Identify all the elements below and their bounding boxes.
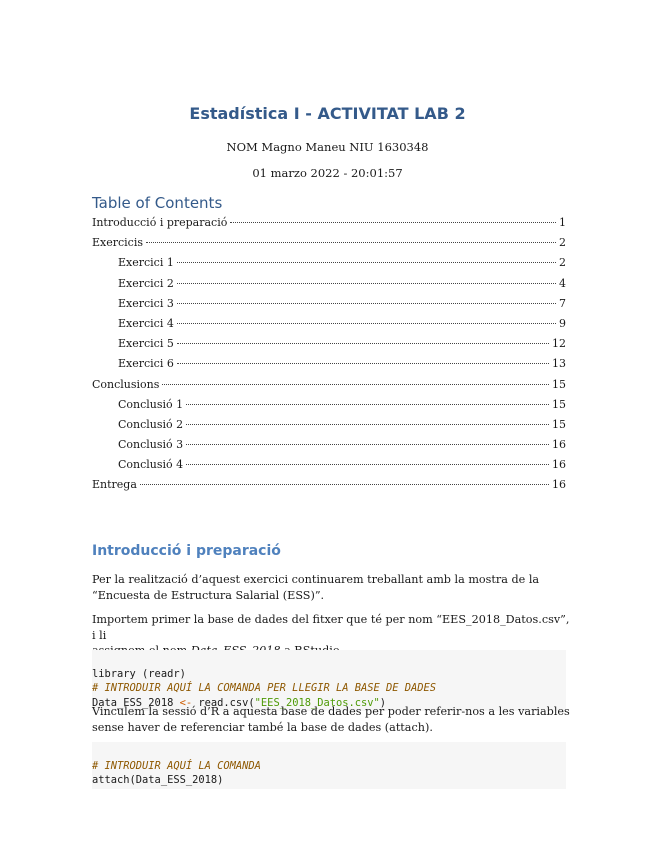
code-operator: <- <box>179 696 193 709</box>
toc-leader-dots <box>177 363 549 364</box>
paragraph-line: sense haver de referenciar també la base de dades (attach). <box>92 720 433 734</box>
toc-leader-dots <box>146 242 556 243</box>
toc-leader-dots <box>186 424 549 425</box>
code-block-read <box>92 650 566 711</box>
toc-item[interactable] <box>92 337 566 357</box>
toc-item-label: Entrega <box>92 478 137 492</box>
toc-item-label: Introducció i preparació <box>92 216 228 229</box>
toc-item-label: Exercici 5 <box>118 337 174 351</box>
code-line: library (readr) <box>92 667 186 680</box>
toc-item-page: 16 <box>552 478 566 492</box>
toc-item-label: Exercici 6 <box>118 357 174 371</box>
toc-leader-dots <box>186 404 549 405</box>
code-line: attach(Data_ESS_2018) <box>92 774 224 786</box>
toc-item-label: Exercici 3 <box>118 296 174 310</box>
intro-paragraph <box>92 572 570 603</box>
toc-item-page: 12 <box>552 337 566 351</box>
toc-item[interactable] <box>92 277 566 297</box>
section-heading: Introducció i preparació <box>92 543 281 559</box>
toc-leader-dots <box>186 464 549 465</box>
paragraph-line: Vinculem la sessió d’R a aquesta base de dades per poder referir-nos a les variables <box>92 705 570 718</box>
toc-item[interactable] <box>92 478 566 498</box>
toc-item-page: 16 <box>552 438 566 452</box>
code-string: "EES_2018_Datos.csv" <box>254 696 380 709</box>
toc-item-label: Conclusió 1 <box>118 397 184 411</box>
toc-item-label: Conclusió 2 <box>118 417 184 431</box>
code-comment: # INTRODUIR AQUÍ LA COMANDA PER LLEGIR LA BASE DE DADES <box>92 682 437 694</box>
toc-item-page: 7 <box>559 296 566 310</box>
toc-leader-dots <box>162 384 549 385</box>
attach-paragraph <box>92 704 570 735</box>
paragraph-line: “Encuesta de Estructura Salarial (ESS)”. <box>92 588 325 602</box>
toc-item-label: Exercici 2 <box>118 276 174 290</box>
toc-leader-dots <box>177 283 556 284</box>
toc-leader-dots <box>140 484 549 485</box>
toc-leader-dots <box>177 343 549 344</box>
toc-item-page: 2 <box>559 256 566 270</box>
toc-item[interactable] <box>92 216 566 236</box>
toc-item-label: Exercici 4 <box>118 316 174 330</box>
toc-item[interactable] <box>92 256 566 276</box>
author-line: NOM Magno Maneu NIU 1630348 <box>226 140 429 154</box>
toc-item[interactable] <box>92 398 566 418</box>
toc-item[interactable] <box>92 297 566 317</box>
toc-leader-dots <box>230 222 556 223</box>
code-block-attach <box>92 742 566 789</box>
code-function: read.csv( <box>192 696 255 709</box>
toc-leader-dots <box>186 444 549 445</box>
toc-item-page: 1 <box>559 216 566 229</box>
toc-item-label: Conclusió 3 <box>118 438 184 452</box>
toc-item[interactable] <box>92 378 566 398</box>
toc-heading: Table of Contents <box>92 194 223 212</box>
paragraph-line: Per la realització d’aquest exercici continuarem treballant amb la mostra de la <box>92 573 540 586</box>
toc-leader-dots <box>177 262 556 263</box>
toc-leader-dots <box>177 303 556 304</box>
toc-item-label: Exercicis <box>92 236 144 250</box>
paragraph-line: Importem primer la base de dades del fitxer que té per nom “EES_2018_Datos.csv”, i li <box>92 613 570 642</box>
toc-item[interactable] <box>92 236 566 256</box>
toc-item-label: Exercici 1 <box>118 256 174 270</box>
toc-item-page: 4 <box>559 276 566 290</box>
toc-leader-dots <box>177 323 556 324</box>
toc-item[interactable] <box>92 357 566 377</box>
code-paren: ) <box>379 696 387 709</box>
toc-item-label: Conclusió 4 <box>118 458 184 472</box>
document-title: Estadística I - ACTIVITAT LAB 2 <box>189 104 466 123</box>
toc-item-page: 15 <box>552 397 566 411</box>
toc-item-page: 16 <box>552 458 566 472</box>
toc-item-label: Conclusions <box>92 377 160 391</box>
code-comment: # INTRODUIR AQUÍ LA COMANDA <box>92 759 261 772</box>
toc-item[interactable] <box>92 458 566 478</box>
table-of-contents <box>92 216 566 499</box>
toc-item-page: 15 <box>552 377 566 391</box>
toc-item-page: 2 <box>559 236 566 250</box>
toc-item-page: 15 <box>552 417 566 431</box>
toc-item[interactable] <box>92 317 566 337</box>
date-line: 01 marzo 2022 - 20:01:57 <box>252 166 403 180</box>
code-variable: Data_ESS_2018 <box>92 696 180 709</box>
toc-item-page: 13 <box>552 357 566 371</box>
toc-item[interactable] <box>92 418 566 438</box>
toc-item[interactable] <box>92 438 566 458</box>
toc-item-page: 9 <box>559 316 566 330</box>
